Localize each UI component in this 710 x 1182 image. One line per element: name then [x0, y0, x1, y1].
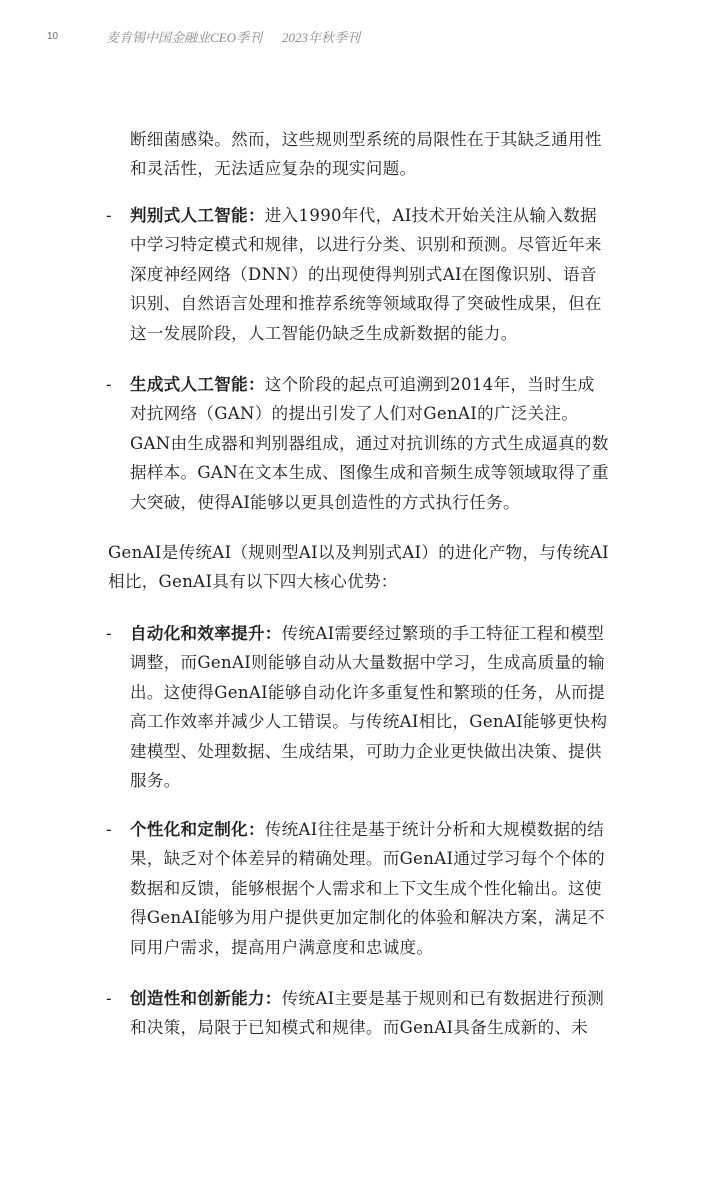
- bullet-text: [130, 619, 610, 795]
- bullet-body: 进入1990年代，AI技术开始关注从输入数据中学习特定模式和规律，以进行分类、识别和预测。尽管近年来深度神经网络（DNN）的出现使得判别式AI在图像识别、语音识别、自然语言处理和推荐系统等领域取得了突破性成果，但在这一发展阶段，人工智能仍缺乏生成新数据的能力。: [130, 206, 602, 343]
- bullet-discriminative-ai: [106, 201, 610, 348]
- bullet-term: 生成式人工智能：: [130, 375, 265, 394]
- bullet-personalization: [106, 815, 610, 962]
- bullet-dash: -: [106, 820, 112, 839]
- bullet-body: 传统AI需要经过繁琐的手工特征工程和模型调整，而GenAI则能够自动从大量数据中学习，生成高质量的输出。这使得GenAI能够自动化许多重复性和繁琐的任务，从而提高工作效率并减少人工错误。与传统AI相比，GenAI能够更快构建模型、处理数据、生成结果，可助力企业更快做出决策、提供服务。: [130, 624, 608, 791]
- intro-continuation-paragraph: 断细菌感染。然而，这些规则型系统的局限性在于其缺乏通用性和灵活性，无法适应复杂的现实问题。: [130, 130, 602, 179]
- bullet-body: 传统AI主要是基于规则和已有数据进行预测和决策，局限于已知模式和规律。而GenAI具备生成新的、未: [130, 989, 605, 1038]
- bullet-term: 创造性和创新能力：: [130, 989, 282, 1008]
- bullet-text: [130, 370, 610, 517]
- bullet-dash: -: [106, 375, 112, 394]
- bullet-text: [130, 984, 610, 1043]
- bullet-text: [130, 201, 610, 348]
- bullet-body: 传统AI往往是基于统计分析和大规模数据的结果，缺乏对个体差异的精确处理。而GenAI通过学习每个个体的数据和反馈，能够根据个人需求和上下文生成个性化输出。这使得GenAI能够为用户提供更加定制化的体验和解决方案，满足不同用户需求，提高用户满意度和忠诚度。: [130, 820, 606, 957]
- bullet-term: 个性化和定制化：: [130, 820, 265, 839]
- page-number: 10: [47, 31, 59, 42]
- bullet-dash: -: [106, 989, 112, 1008]
- bullet-automation-efficiency: [106, 619, 610, 795]
- bullet-text: [130, 815, 610, 962]
- bullet-term: 自动化和效率提升：: [130, 624, 282, 643]
- bullet-term: 判别式人工智能：: [130, 206, 265, 225]
- publication-title: 麦肯锡中国金融业CEO季刊: [106, 30, 263, 45]
- issue-label: 2023年秋季刊: [282, 30, 361, 45]
- transition-paragraph: GenAI是传统AI（规则型AI以及判别式AI）的进化产物，与传统AI相比，GenAI具有以下四大核心优势：: [108, 543, 609, 592]
- bullet-body: 这个阶段的起点可追溯到2014年，当时生成对抗网络（GAN）的提出引发了人们对GenAI的广泛关注。GAN由生成器和判别器组成，通过对抗训练的方式生成逼真的数据样本。GAN在文本生成、图像生成和音频生成等领域取得了重大突破，使得AI能够以更具创造性的方式执行任务。: [130, 375, 609, 512]
- bullet-dash: -: [106, 206, 112, 225]
- bullet-dash: -: [106, 624, 112, 643]
- bullet-generative-ai: [106, 370, 610, 517]
- running-header: [106, 27, 360, 46]
- bullet-creativity-innovation: [106, 984, 610, 1043]
